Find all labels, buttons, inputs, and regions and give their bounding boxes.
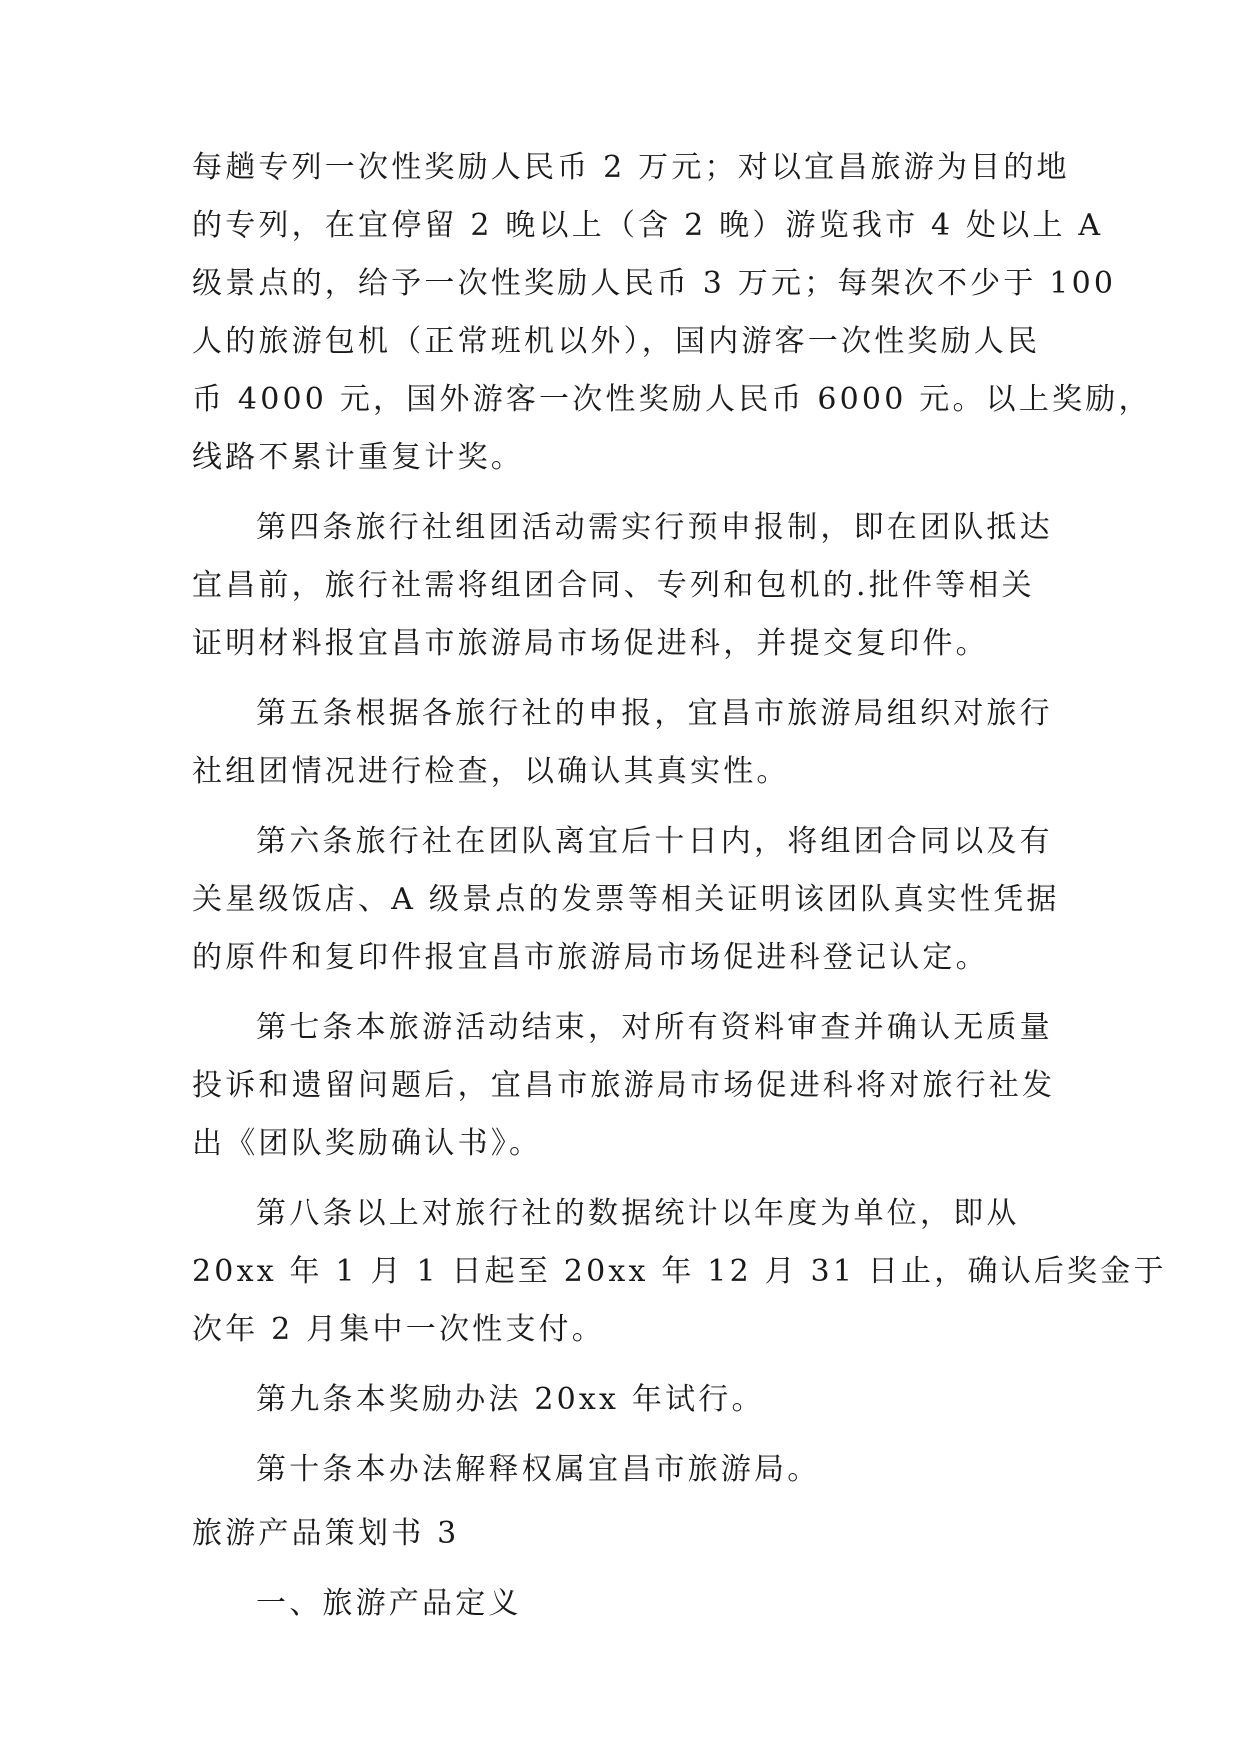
text-line: 的原件和复印件报宜昌市旅游局市场促进科登记认定。 xyxy=(192,940,989,975)
section-title: 旅游产品策划书 3 xyxy=(192,1516,460,1551)
article-6-first-line: 第六条旅行社在团队离宜后十日内，将组团合同以及有 xyxy=(256,824,1053,859)
article-10-line: 第十条本办法解释权属宜昌市旅游局。 xyxy=(256,1452,821,1487)
text-line: 社组团情况进行检查，以确认其真实性。 xyxy=(192,754,790,789)
text-line: 投诉和遗留问题后，宜昌市旅游局市场促进科将对旅行社发 xyxy=(192,1068,1056,1103)
text-line: 次年 2 月集中一次性支付。 xyxy=(192,1312,605,1347)
section-heading: 一、旅游产品定义 xyxy=(256,1586,522,1621)
article-8-first-line: 第八条以上对旅行社的数据统计以年度为单位，即从 xyxy=(256,1196,1020,1231)
article-9-line: 第九条本奖励办法 20xx 年试行。 xyxy=(256,1382,765,1417)
text-line: 证明材料报宜昌市旅游局市场促进科，并提交复印件。 xyxy=(192,626,989,661)
text-line: 20xx 年 1 月 1 日起至 20xx 年 12 月 31 日止，确认后奖金于 xyxy=(192,1254,1167,1289)
text-line: 每趟专列一次性奖励人民币 2 万元；对以宜昌旅游为目的地 xyxy=(192,150,1070,185)
article-7-first-line: 第七条本旅游活动结束，对所有资料审查并确认无质量 xyxy=(256,1010,1053,1045)
article-4-first-line: 第四条旅行社组团活动需实行预申报制，即在团队抵达 xyxy=(256,510,1053,545)
text-line: 关星级饭店、A 级景点的发票等相关证明该团队真实性凭据 xyxy=(192,882,1060,917)
text-line: 出《团队奖励确认书》。 xyxy=(192,1126,543,1161)
text-line: 级景点的，给予一次性奖励人民币 3 万元；每架次不少于 100 xyxy=(192,266,1117,301)
text-line: 宜昌前，旅行社需将组团合同、专列和包机的.批件等相关 xyxy=(192,568,1035,603)
text-line: 人的旅游包机（正常班机以外），国内游客一次性奖励人民 xyxy=(192,324,1041,359)
text-line: 线路不累计重复计奖。 xyxy=(192,440,524,475)
text-line: 的专列，在宜停留 2 晚以上（含 2 晚）游览我市 4 处以上 A xyxy=(192,208,1104,243)
text-line: 币 4000 元，国外游客一次性奖励人民币 6000 元。以上奖励， xyxy=(192,382,1152,417)
article-5-first-line: 第五条根据各旅行社的申报，宜昌市旅游局组织对旅行 xyxy=(256,696,1053,731)
